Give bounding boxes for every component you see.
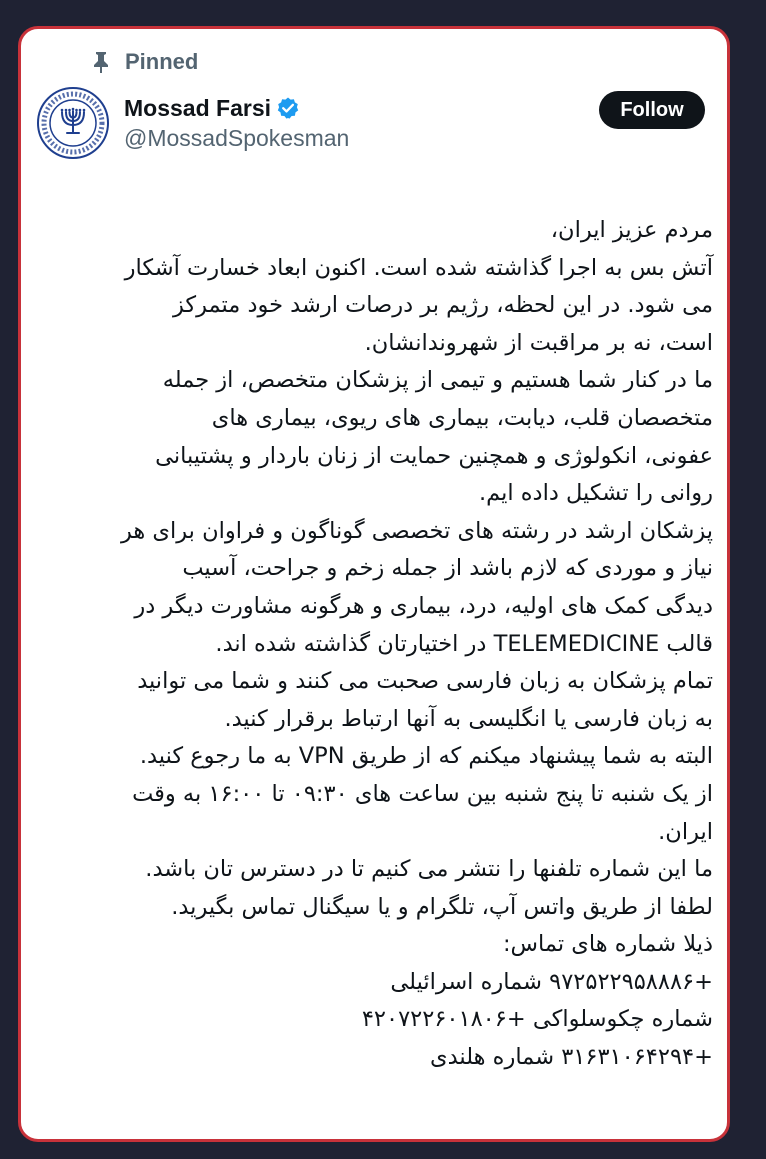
author-handle[interactable]: @MossadSpokesman	[124, 125, 350, 151]
tweet-text-line: ذیلا شماره های تماس:	[502, 931, 713, 958]
tweet-text-line: پزشکان ارشد در رشته های تخصصی گوناگون و فراوان برای هر	[120, 517, 713, 544]
tweet-text-line: نیاز و موردی که لازم باشد از جمله زخم و جراحت، آسیب	[182, 555, 713, 582]
tweet-text-line: به زبان فارسی یا انگلیسی به آنها ارتباط برقرار کنید.	[224, 705, 713, 732]
tweet-text	[43, 212, 713, 1077]
pinned-indicator	[91, 49, 198, 75]
tweet-text-line: عفونی، انکولوژی و همچنین حمایت از زنان باردار و پشتیبانی	[155, 442, 713, 469]
follow-button[interactable]: Follow	[599, 91, 705, 129]
tweet-text-line: ما در کنار شما هستیم و تیمی از پزشکان متخصص، از جمله	[162, 367, 713, 394]
tweet-text-line: +۹۷۲۵۲۲۹۵۸۸۸۶ شماره اسرائیلی	[390, 968, 713, 995]
author-block[interactable]	[124, 93, 349, 152]
tweet-text-line: مردم عزیز ایران،	[550, 217, 713, 243]
author-display-name[interactable]: Mossad Farsi	[124, 94, 271, 121]
tweet-text-line: روانی را تشکیل داده ایم.	[478, 480, 713, 507]
tweet-text-line: قالب TELEMEDICINE در اختیارتان گذاشته شده اند.	[215, 630, 713, 657]
tweet-text-line: متخصصان قلب، دیابت، بیماری های ریوی، بیماری های	[211, 404, 713, 431]
tweet-text-line: از یک شنبه تا پنج شنبه بین ساعت های ۰۹:۳۰ تا ۱۶:۰۰ به وقت	[132, 780, 713, 807]
tweet-card[interactable]	[18, 26, 730, 1142]
tweet-text-line: لطفا از طریق واتس آپ، تلگرام و یا سیگنال تماس بگیرید.	[171, 893, 713, 920]
tweet-text-line: شماره چکوسلواکی +۴۲۰۷۲۲۶۰۱۸۰۶	[361, 1006, 713, 1033]
display-name-row[interactable]	[124, 93, 349, 123]
tweet-text-line: تمام پزشکان به زبان فارسی صحبت می کنند و شما می توانید	[137, 668, 713, 695]
tweet-text-line: ما این شماره تلفنها را نتشر می کنیم تا در دسترس تان باشد.	[145, 856, 713, 883]
verified-badge-icon[interactable]	[276, 96, 300, 120]
tweet-text-line: البته به شما پیشنهاد میکنم که از طریق VPN به ما رجوع کنید.	[139, 743, 713, 770]
tweet-text-line: +۳۱۶۳۱۰۶۴۲۹۴ شماره هلندی	[430, 1044, 713, 1071]
pin-icon	[91, 51, 111, 73]
mossad-emblem-icon	[35, 85, 111, 161]
tweet-text-line: دیدگی کمک های اولیه، درد، بیماری و هرگونه مشاورت دیگر در	[134, 592, 713, 619]
tweet-text-line: است، نه بر مراقبت از شهروندانشان.	[364, 329, 713, 356]
tweet-text-line: آتش بس به اجرا گذاشته شده است. اکنون ابعاد خسارت آشکار	[124, 254, 713, 281]
pinned-label: Pinned	[125, 49, 199, 74]
avatar[interactable]	[35, 85, 111, 161]
tweet-text-line: می شود. در این لحظه، رژیم بر درصات ارشد خود متمرکز	[172, 292, 713, 319]
tweet-text-line: ایران.	[658, 818, 713, 845]
